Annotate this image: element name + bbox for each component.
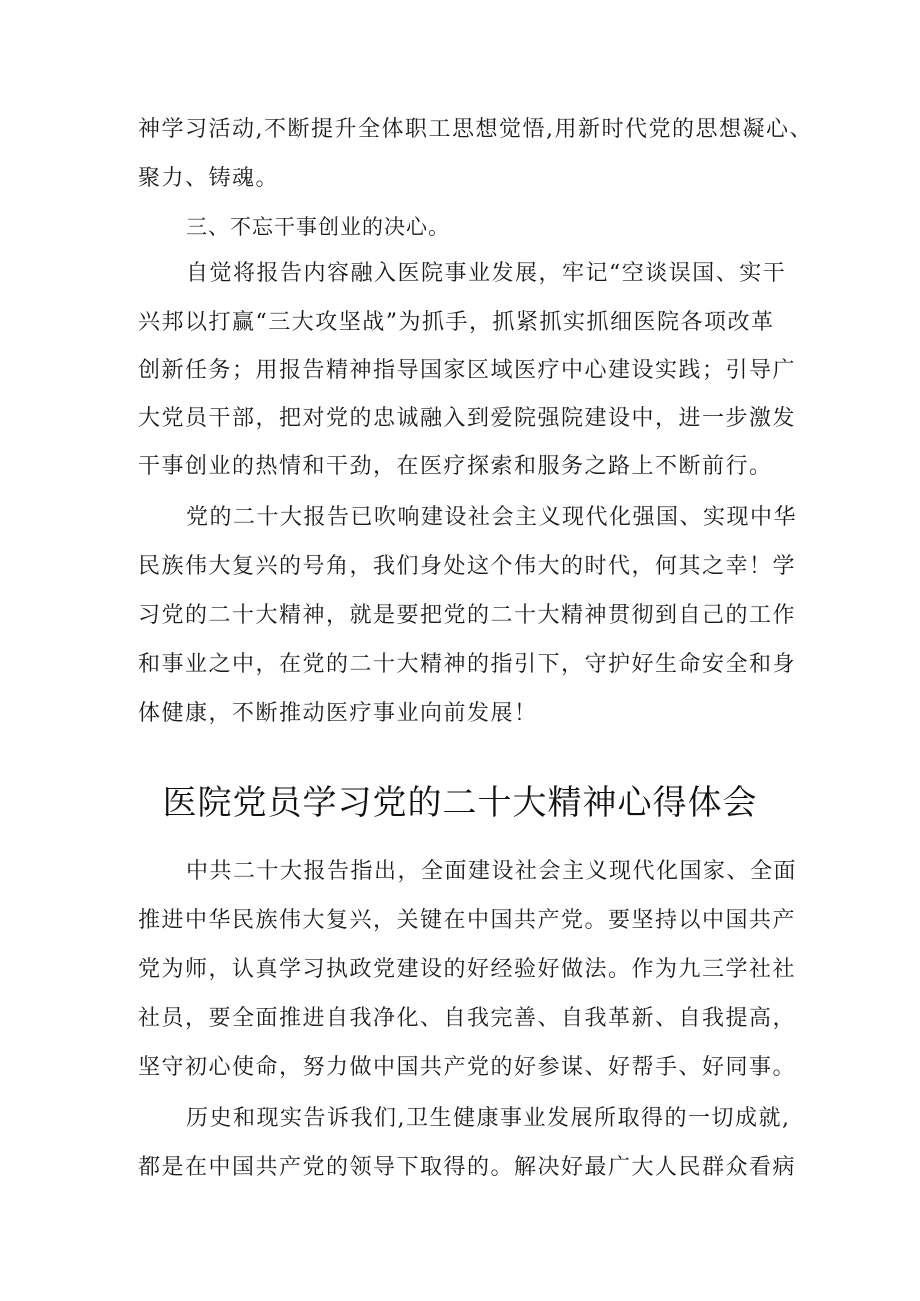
paragraph-line: 党为师，认真学习执政党建设的好经验好做法。作为九三学社社 <box>138 957 797 982</box>
page-title: 医院党员学习党的二十大精神心得体会 <box>162 783 758 823</box>
paragraph-line: 历史和现实告诉我们,卫生健康事业发展所取得的一切成就, <box>186 1106 791 1131</box>
section-heading: 三、不忘干事创业的决心。 <box>186 215 450 239</box>
paragraph-line: 体健康，不断推动医疗事业向前发展！ <box>138 701 538 726</box>
paragraph-line: 聚力、铸魂。 <box>138 166 280 191</box>
paragraph-line: 自觉将报告内容融入医院事业发展，牢记“空谈误国、实干 <box>186 261 787 286</box>
paragraph-line: 党的二十大报告已吹响建设社会主义现代化强国、实现中华 <box>186 505 798 530</box>
paragraph-line: 习党的二十大精神，就是要把党的二十大精神贯彻到自己的工作 <box>138 603 797 628</box>
paragraph-line: 创新任务；用报告精神指导国家区域医疗中心建设实践；引导广 <box>138 358 797 383</box>
paragraph-line: 都是在中国共产党的领导下取得的。解决好最广大人民群众看病 <box>138 1155 797 1180</box>
paragraph-line: 和事业之中，在党的二十大精神的指引下，守护好生命安全和身 <box>138 652 797 677</box>
paragraph-line: 坚守初心使命，努力做中国共产党的好参谋、好帮手、好同事。 <box>138 1055 797 1080</box>
paragraph-line: 兴邦以打赢“三大攻坚战”为抓手，抓紧抓实抓细医院各项改革 <box>138 310 775 335</box>
paragraph-line: 大党员干部，把对党的忠诚融入到爱院强院建设中，进一步激发 <box>138 406 797 431</box>
paragraph-line: 干事创业的热情和干劲，在医疗探索和服务之路上不断前行。 <box>138 454 773 479</box>
paragraph-line: 社员，要全面推进自我净化、自我完善、自我革新、自我提高， <box>138 1006 797 1031</box>
paragraph-line: 神学习活动,不断提升全体职工思想觉悟,用新时代党的思想凝心、 <box>138 117 813 142</box>
paragraph-line: 推进中华民族伟大复兴，关键在中国共产党。要坚持以中国共产 <box>138 908 797 933</box>
paragraph-line: 民族伟大复兴的号角，我们身处这个伟大的时代，何其之幸！学 <box>138 554 797 579</box>
paragraph-line: 中共二十大报告指出，全面建设社会主义现代化国家、全面 <box>186 859 798 884</box>
